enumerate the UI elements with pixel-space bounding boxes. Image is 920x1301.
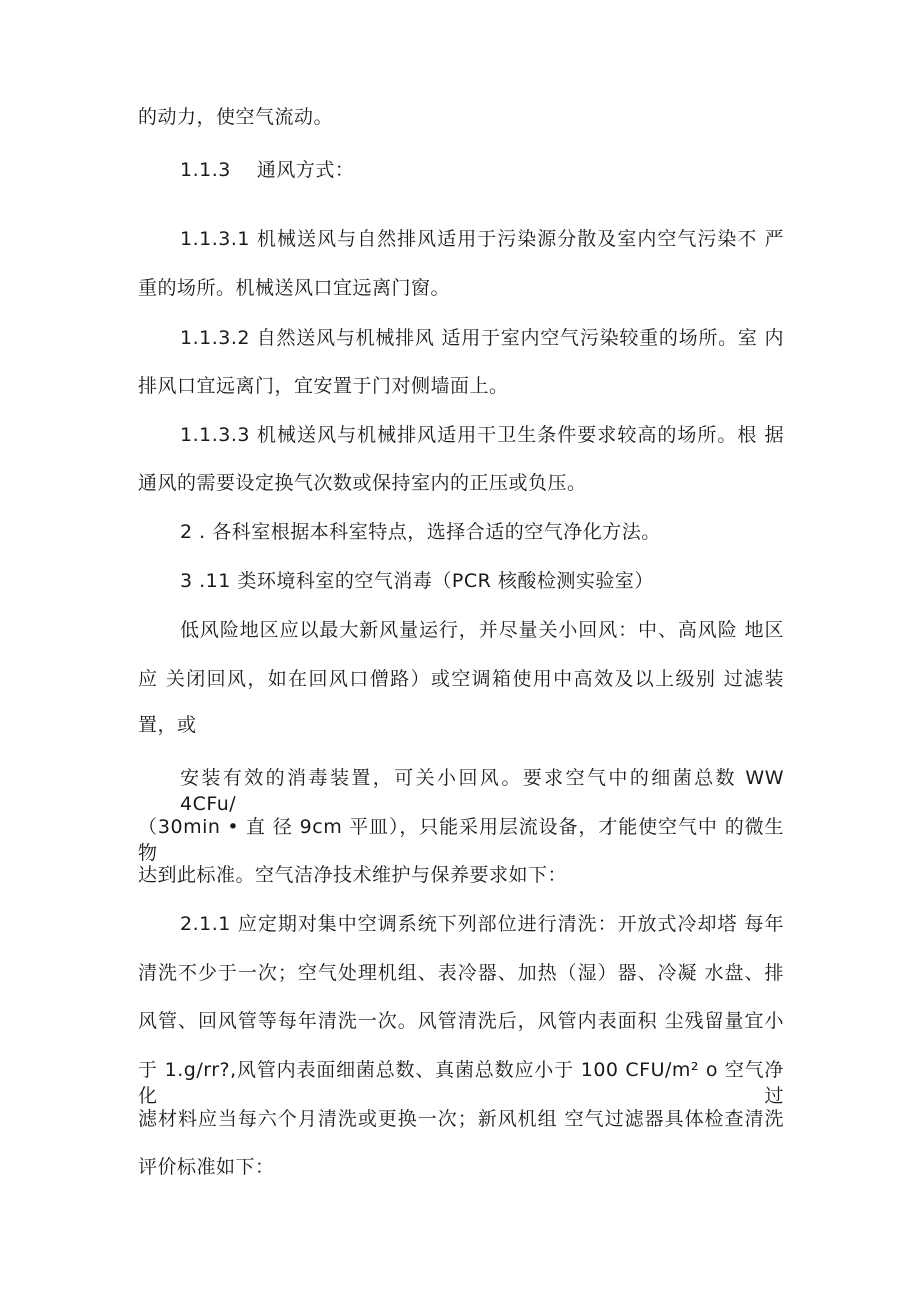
text-line-9: 2 . 各科室根据本科室特点，选择合适的空气净化方法。	[180, 521, 661, 543]
text-line-19: 风管、回风管等每年清洗一次。风管清洗后，风管内表面积 尘残留量宜小	[138, 1010, 784, 1032]
text-line-22: 评价标准如下：	[138, 1156, 275, 1178]
text-line-17: 2.1.1 应定期对集中空调系统下列部位进行清洗：开放式冷却塔 每年	[180, 913, 784, 935]
text-line-20: 于 1.g/rr?,风管内表面细菌总数、真菌总数应小于 100 CFU∕m² o 空气净化过	[138, 1059, 784, 1107]
section-heading-1-1-3: 1.1.3 通风方式：	[180, 159, 355, 181]
text-line-21: 滤材料应当每六个月清洗或更换一次；新风机组 空气过滤器具体检查清洗	[138, 1108, 784, 1130]
text-line-4: 重的场所。机械送风口宜远离门窗。	[138, 277, 451, 299]
text-line-7: 1.1.3.3 机械送风与机械排风适用干卫生条件要求较高的场所。根 据	[180, 424, 784, 446]
text-line-1: 的动力，使空气流动。	[138, 106, 334, 128]
text-line-5: 1.1.3.2 自然送风与机械排风 适用于室内空气污染较重的场所。室 内	[180, 327, 784, 349]
text-line-6: 排风口宜远离门，宜安置于门对侧墙面上。	[138, 375, 509, 397]
text-line-18: 清洗不少于一次；空气处理机组、表冷器、加热（湿）器、冷凝 水盘、排	[138, 962, 784, 984]
text-line-14: 安装有效的消毒装置，可关小回风。要求空气中的细菌总数 WW 4CFu∕	[180, 767, 784, 815]
text-line-16: 达到此标准。空气洁净技术维护与保养要求如下：	[138, 864, 568, 886]
text-line-10: 3 .11 类环境科室的空气消毒（PCR 核酸检测实验室）	[180, 570, 654, 592]
text-line-15: （30min • 直 径 9cm 平皿），只能采用层流设备，才能使空气中 的微生物	[138, 816, 784, 864]
text-line-3: 1.1.3.1 机械送风与自然排风适用于污染源分散及室内空气污染不 严	[180, 228, 784, 250]
text-line-12: 应 关闭回风，如在回风口僧路）或空调箱使用中高效及以上级别 过滤装	[138, 668, 784, 690]
text-line-11: 低风险地区应以最大新风量运行，并尽量关小回风：中、高风险 地区	[180, 619, 784, 641]
text-line-8: 通风的需要设定换气次数或保持室内的正压或负压。	[138, 472, 587, 494]
text-line-13: 置，或	[138, 714, 197, 736]
